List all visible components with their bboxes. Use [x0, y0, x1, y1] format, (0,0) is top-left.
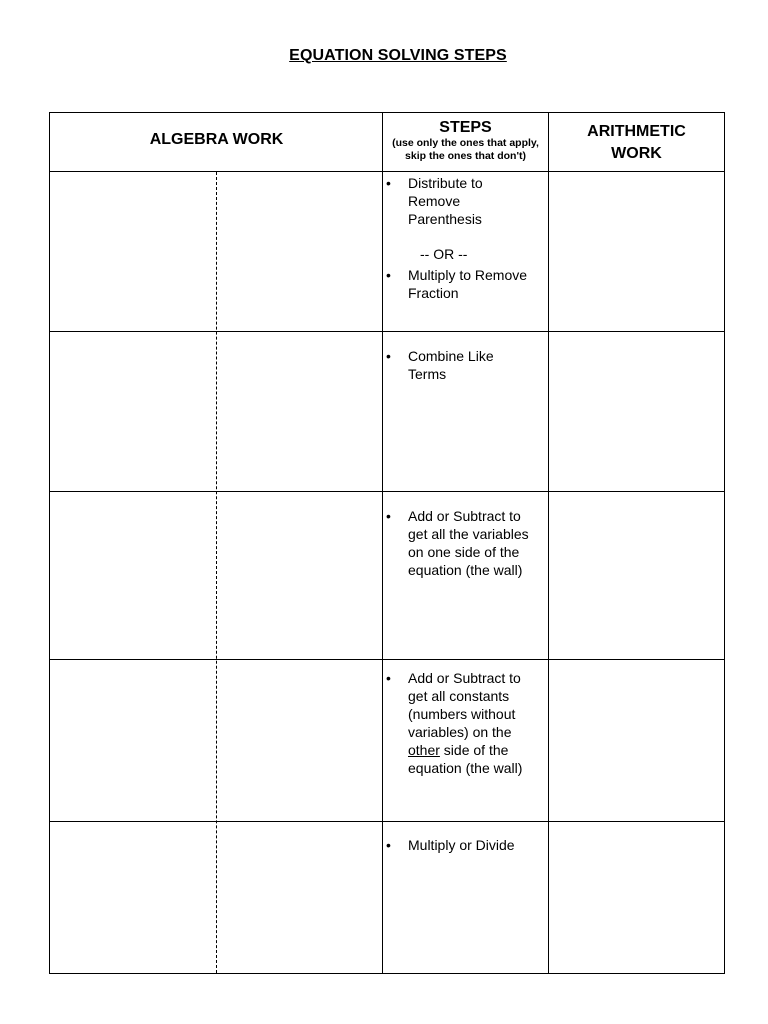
step-cell-constants	[384, 669, 546, 777]
step-text-line	[408, 741, 546, 759]
step-cell-variables	[384, 507, 546, 579]
row-divider-4	[49, 821, 725, 822]
bullet-glyph: •	[386, 508, 391, 524]
row-divider-3	[49, 659, 725, 660]
header-algebra-work: ALGEBRA WORK	[149, 131, 284, 148]
step-text-line: variables) on the	[408, 724, 512, 740]
step-cell-multiply-divide	[384, 836, 546, 854]
step-bullet-multiply-fraction	[384, 266, 546, 302]
page-title: EQUATION SOLVING STEPS	[289, 47, 507, 64]
table-bottom-border	[49, 973, 725, 974]
step-text-line: Distribute to	[408, 175, 483, 191]
step-bullet-constants	[384, 669, 546, 777]
step-or-separator: -- OR --	[420, 246, 468, 262]
header-arith-line1: ARITHMETIC	[587, 123, 686, 140]
header-steps-note-line2: skip the ones that don't)	[405, 150, 526, 162]
header-arithmetic-work	[549, 121, 724, 165]
step-bullet-variables	[384, 507, 546, 579]
header-steps-note-line1: (use only the ones that apply,	[392, 137, 539, 149]
step-text-line: Terms	[408, 366, 447, 382]
step-text-line: get all the variables	[408, 526, 529, 542]
header-row-divider	[49, 171, 725, 172]
table-right-border	[724, 112, 725, 974]
step-text-line: Multiply to Remove	[408, 267, 528, 283]
step-text-line: Combine Like	[408, 348, 494, 364]
step-text-line: equation (the wall)	[408, 562, 523, 578]
step-text-line: Add or Subtract to	[408, 508, 521, 524]
bullet-glyph: •	[386, 348, 391, 364]
step-text-line: Remove	[408, 193, 461, 209]
step-text-line: (numbers without	[408, 706, 516, 722]
step-bullet-combine	[384, 347, 546, 383]
table-top-border	[49, 112, 725, 113]
table-left-border	[49, 112, 50, 974]
step-text-line: get all constants	[408, 688, 510, 704]
header-arith-line2: WORK	[611, 145, 662, 162]
step-text-line: Multiply or Divide	[408, 837, 515, 853]
step-cell-combine	[384, 347, 546, 383]
step-text-line: equation (the wall)	[408, 760, 523, 776]
step-text-line: on one side of the	[408, 544, 520, 560]
bullet-glyph: •	[386, 837, 391, 853]
header-steps-title: STEPS	[439, 119, 492, 136]
step-text-line: Parenthesis	[408, 211, 482, 227]
step-text-line: Fraction	[408, 285, 459, 301]
row-divider-1	[49, 331, 725, 332]
steps-arith-divider	[548, 112, 549, 974]
bullet-glyph: •	[386, 175, 391, 191]
step-bullet-multiply-divide	[384, 836, 546, 854]
header-steps	[383, 118, 548, 163]
step-text-line: Add or Subtract to	[408, 670, 521, 686]
bullet-glyph: •	[386, 267, 391, 283]
row-divider-2	[49, 491, 725, 492]
bullet-glyph: •	[386, 670, 391, 686]
algebra-steps-divider	[382, 112, 383, 974]
algebra-dashed-divider	[216, 172, 217, 973]
step-cell-distribute	[384, 174, 546, 302]
emphasis-other: other	[408, 742, 440, 758]
step-bullet-distribute	[384, 174, 546, 228]
step-text-fragment: side of the	[439, 742, 509, 758]
